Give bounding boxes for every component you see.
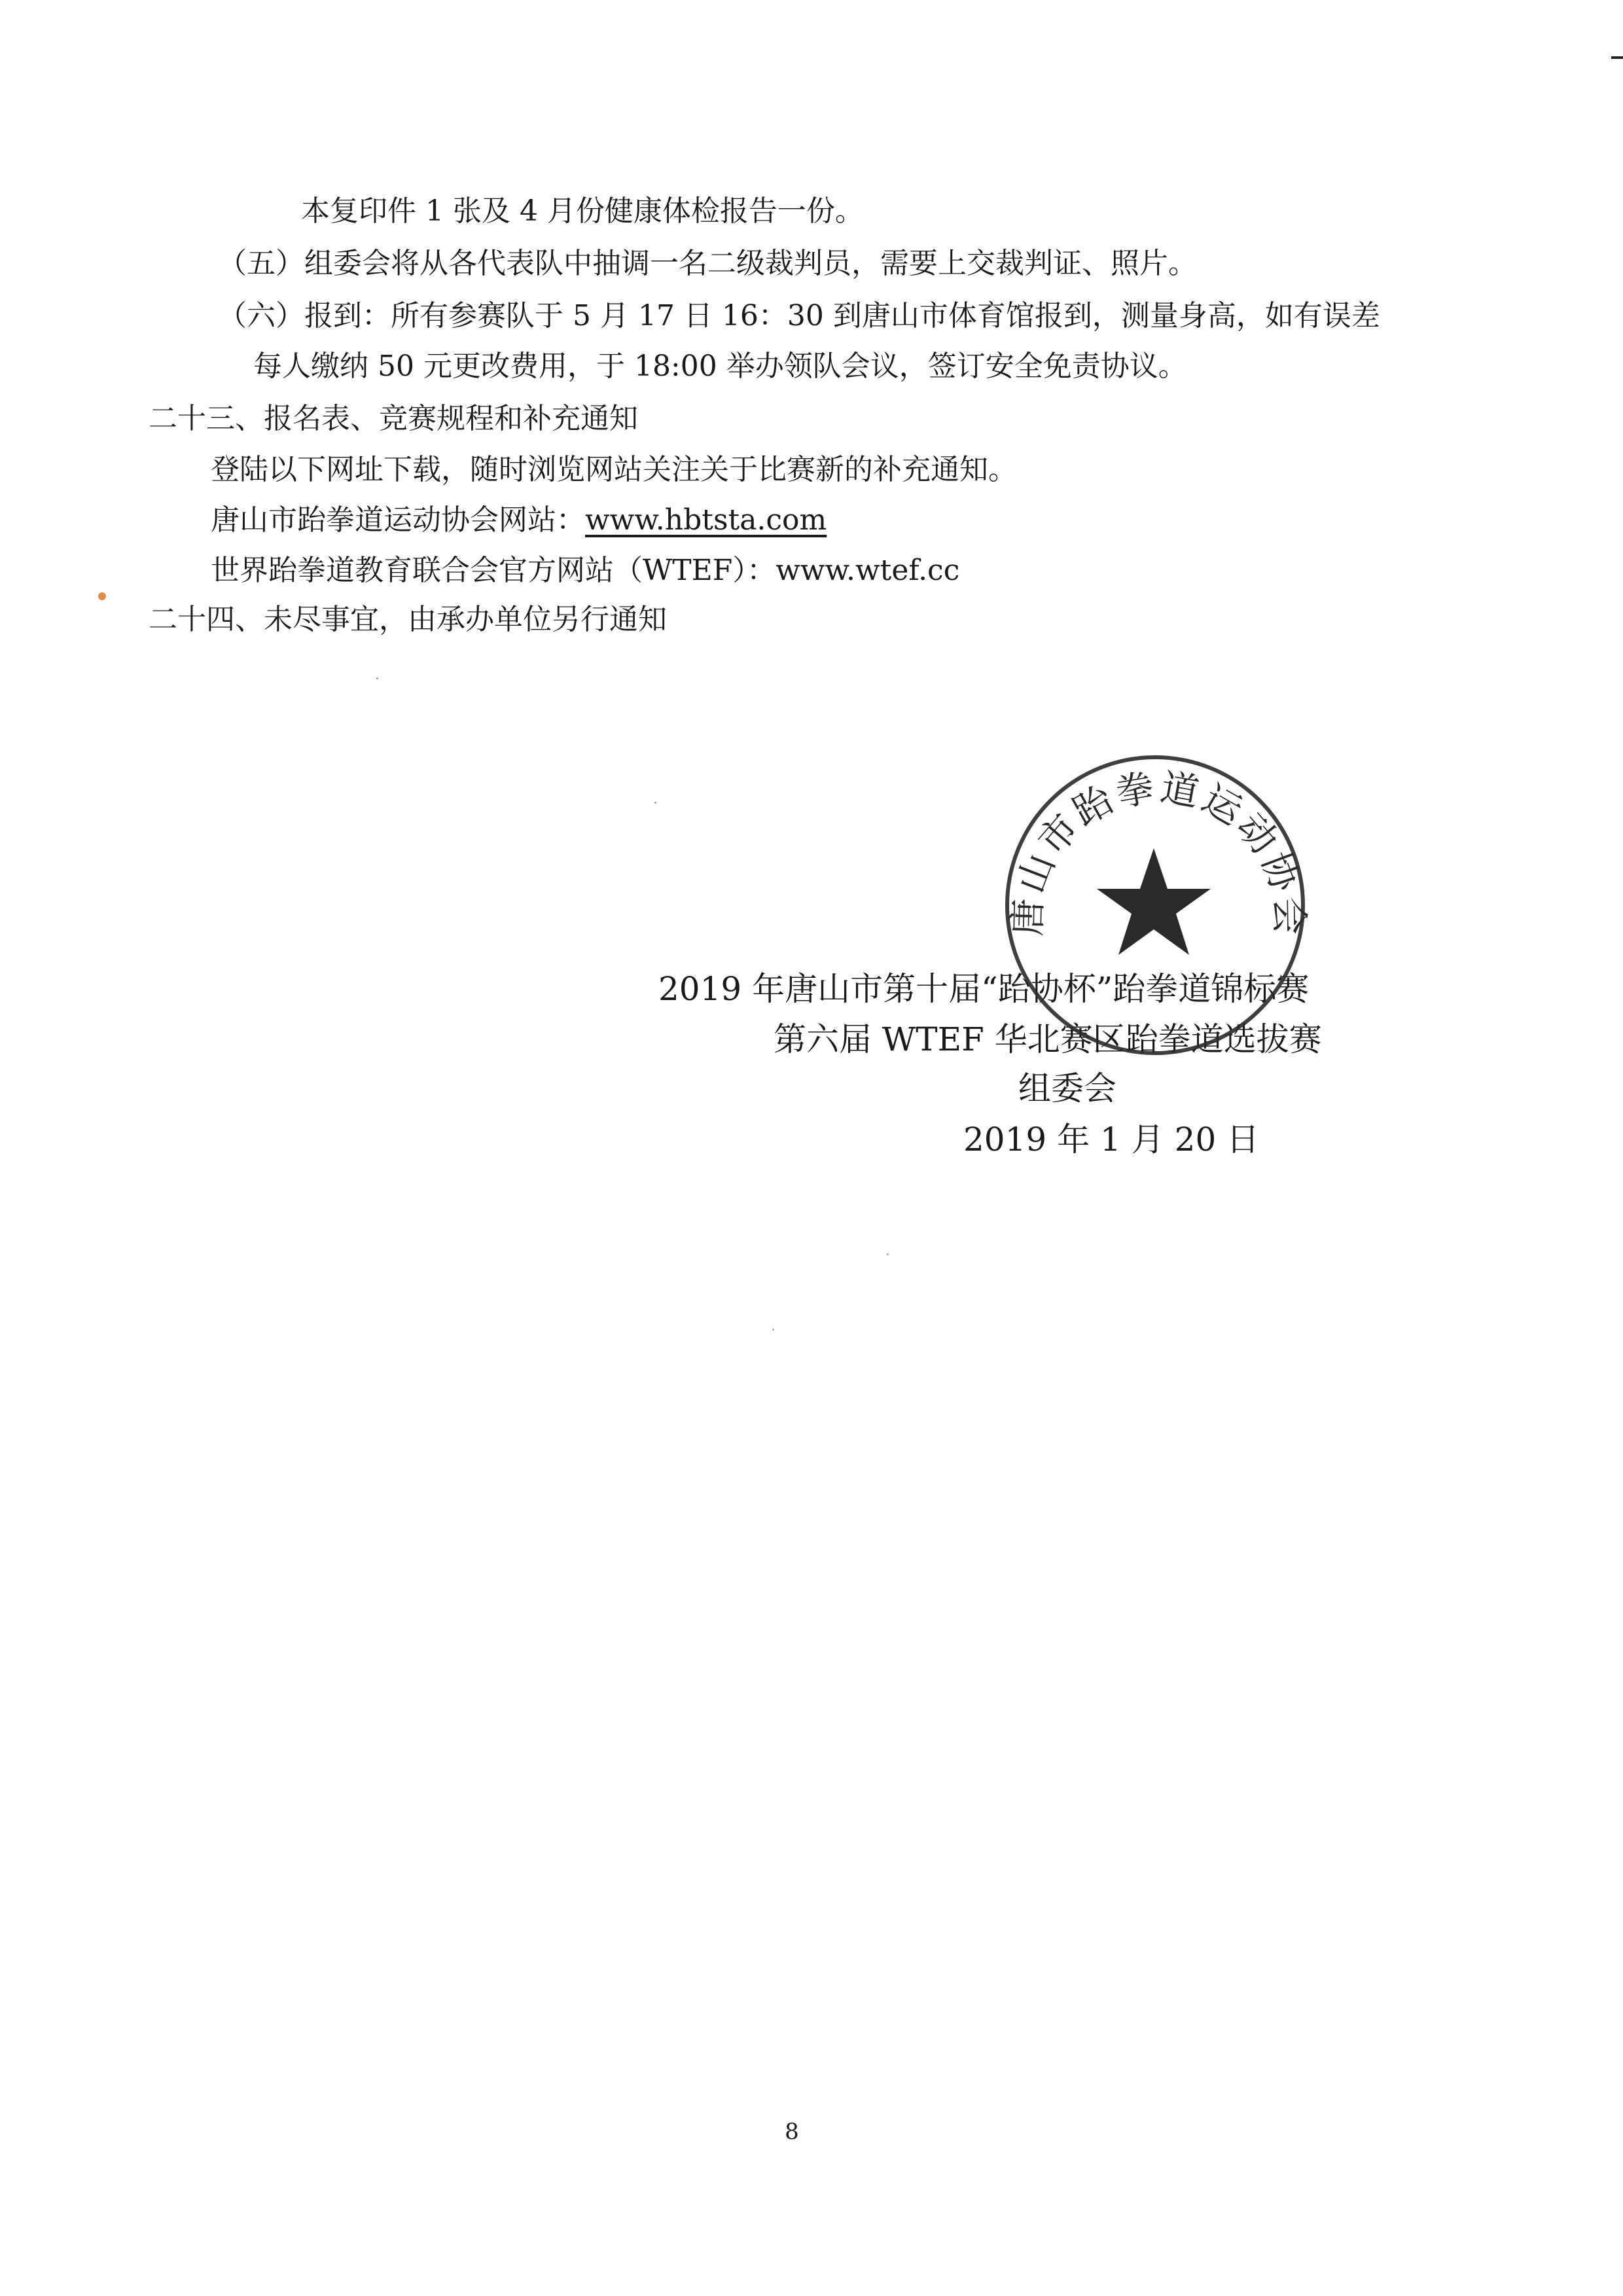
- body-line: 每人缴纳 50 元更改费用，于 18:00 举办领队会议，签订安全免责协议。: [253, 350, 1187, 383]
- section-heading: 二十四、未尽事宜，由承办单位另行通知: [149, 603, 667, 636]
- signature-date: 2019 年 1 月 20 日: [963, 1121, 1260, 1158]
- signature-line: 组委会: [1018, 1069, 1116, 1107]
- body-line: 本复印件 1 张及 4 月份健康体检报告一份。: [301, 194, 864, 228]
- paper-speck: [654, 802, 656, 804]
- svg-text:唐山市跆拳道运动协会: [1005, 764, 1311, 937]
- official-seal: [1001, 751, 1312, 1059]
- body-line: 登陆以下网址下载，随时浏览网站关注关于比赛新的补充通知。: [211, 453, 1017, 486]
- seal-text: 唐山市跆拳道运动协会: [1005, 764, 1312, 938]
- paper-speck: [98, 592, 106, 600]
- body-line: （五）组委会将从各代表队中抽调一名二级裁判员，需要上交裁判证、照片。: [218, 247, 1197, 280]
- website-label: 唐山市跆拳道运动协会网站：: [211, 503, 585, 537]
- body-line: [211, 501, 827, 540]
- page-number: 8: [785, 2119, 799, 2145]
- website-link[interactable]: www.hbtsta.com: [585, 503, 827, 537]
- paper-speck: [376, 677, 378, 679]
- scan-edge-mark: [1611, 56, 1623, 59]
- paper-speck: [772, 1329, 774, 1331]
- paper-speck: [887, 1253, 889, 1255]
- signature-line: 2019 年唐山市第十届“跆协杯”跆拳道锦标赛: [658, 970, 1310, 1008]
- body-line: （六）报到：所有参赛队于 5 月 17 日 16：30 到唐山市体育馆报到，测量身高，如有误差: [218, 299, 1380, 332]
- section-heading: 二十三、报名表、竞赛规程和补充通知: [149, 402, 638, 435]
- star-icon: [1097, 848, 1211, 955]
- signature-line: 第六届 WTEF 华北赛区跆拳道选拔赛: [774, 1020, 1322, 1058]
- body-line: 世界跆拳道教育联合会官方网站（WTEF）：www.wtef.cc: [211, 554, 960, 587]
